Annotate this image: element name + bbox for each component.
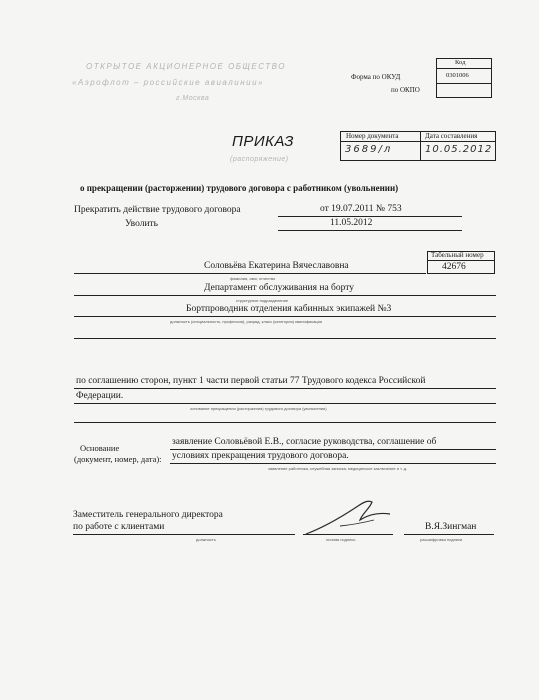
doc-number-header: Номер документа (346, 132, 399, 140)
dismissal-reason-line2: Федерации. (76, 391, 124, 401)
signatory-role-line1: Заместитель генерального директора (73, 510, 223, 520)
employee-position: Бортпроводник отделения кабинных экипажей №3 (186, 304, 392, 314)
basis-label-sub: (документ, номер, дата): (74, 454, 162, 464)
signatory-role-caption: должность (196, 537, 216, 542)
position-caption: должность (специальность, профессия), разряд, класс (категория) квалификации (170, 319, 323, 324)
department-caption: структурное подразделение (236, 298, 289, 303)
doc-subtitle: (распоряжение) (230, 156, 289, 163)
okud-value: 0301006 (446, 72, 469, 79)
basis-value-line2: условиях прекращения трудового договора. (172, 451, 349, 461)
employee-name: Соловьёва Екатерина Вячеславовна (204, 261, 349, 271)
employee-name-caption: фамилия, имя, отчество (230, 276, 276, 281)
dismissal-reason-line1: по соглашению сторон, пункт 1 части первой статьи 77 Трудового кодекса Российской (76, 376, 426, 386)
org-city: г.Москва (176, 95, 210, 102)
signature-caption: личная подпись (326, 537, 356, 542)
terminate-contract-label: Прекратить действие трудового договора (74, 205, 241, 215)
signatory-role-line2: по работе с клиентами (73, 522, 165, 532)
okud-label: Форма по ОКУД (351, 73, 401, 81)
signatory-name: В.Я.Зингман (425, 522, 477, 532)
tab-number-value: 42676 (442, 262, 466, 272)
org-name-line1: ОТКРЫТОЕ АКЦИОНЕРНОЕ ОБЩЕСТВО (86, 62, 286, 71)
basis-label: Основание (80, 443, 120, 453)
code-header: Код (455, 59, 466, 66)
tab-number-header: Табельный номер (431, 251, 484, 259)
doc-date-header: Дата составления (425, 132, 478, 140)
handwritten-signature (300, 492, 396, 538)
dismiss-label: Уволить (125, 219, 159, 229)
basis-caption: заявление работника, служебная записка, медицинское заключение и т. д. (268, 466, 408, 471)
org-name-line2: «Аэрофлот – российские авиалинии» (72, 78, 264, 87)
signatory-name-caption: расшифровка подписи (420, 537, 463, 542)
terminate-contract-value: от 19.07.2011 № 753 (320, 204, 402, 214)
employee-department: Департамент обслуживания на борту (204, 283, 355, 293)
doc-date-value: 10.05.2012 (425, 144, 493, 155)
dismiss-date-value: 11.05.2012 (330, 218, 373, 228)
okpo-label: по ОКПО (391, 86, 420, 94)
basis-value-line1: заявление Соловьёвой Е.В., согласие руководства, соглашение об (172, 437, 437, 447)
doc-title: ПРИКАЗ (232, 133, 294, 150)
doc-number-value: 3689/л (345, 144, 393, 155)
order-subject: о прекращении (расторжении) трудового договора с работником (увольнении) (80, 183, 399, 193)
reason-caption: основание прекращения (расторжения) трудового договора (увольнения) (190, 406, 327, 411)
